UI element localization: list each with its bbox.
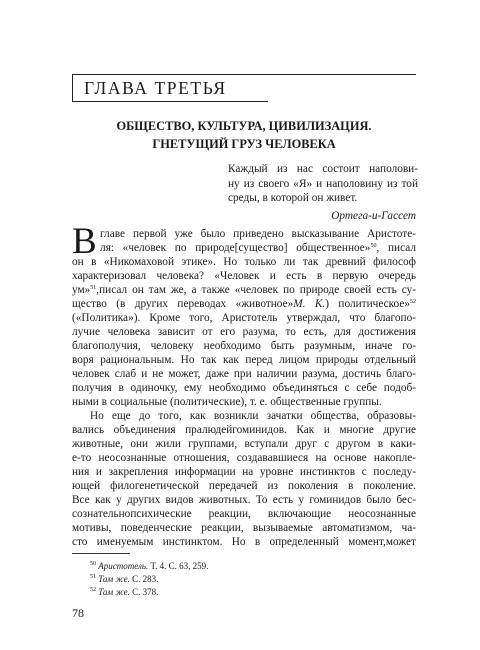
body-line: лучие человека зависит от его разума, то есть, для достижения (72, 326, 416, 338)
body-line: («Политика»). Кроме того, Аристотель утверждал, что благопо- (72, 312, 416, 324)
body-line: получия в одиночку, ему необходимо объединяться с себе подоб- (72, 382, 416, 394)
body-line: ля: «человек по природе[существо] общественное»$^{50}$, писал (100, 242, 416, 254)
section-heading-line1: ОБЩЕСТВО, КУЛЬТУРА, ЦИВИЛИЗАЦИЯ. (116, 119, 372, 133)
body-line: Все как у других видов животных. То есть у гоминидов было бес- (72, 494, 416, 506)
body-line: воря рациональным. Но так как перед лицом природы отдельный (72, 354, 416, 366)
body-line: мотивы, поведенческие реакции, вызываемые автоматизмом, ча- (72, 522, 416, 534)
body-line: Но еще до того, как возникли зачатки общества, образовы- (90, 410, 416, 422)
body-line: сознательнопсихические реакции, включающие неосознанные (72, 508, 416, 520)
footnote: $^{52}$ Там же. С. 378. (90, 587, 159, 597)
epigraph-line: среды, в которой он живет. (228, 192, 358, 204)
chapter-title: ГЛАВА ТРЕТЬЯ (84, 78, 227, 98)
body-line: человек слаб и не может, даже при наличии разума, достичь благо- (72, 368, 416, 380)
page-number: 78 (72, 606, 84, 620)
body-line: ными в социальные (политические), т. е. общественные группы. (72, 396, 382, 408)
body-line: ющей филогенетической передачей из поколения в поколение. (72, 480, 416, 492)
body-line: щество (в других переводах «животное»М. К.) политическое»$^{52}$ (72, 298, 416, 310)
footnote: $^{50}$ Аристотель. Т. 4. С. 63, 259. (90, 561, 209, 571)
body-line: животные, они жили группами, вступали друг с другом в каки- (72, 438, 416, 450)
body-line: сто именуемым инстинктом. Но в определенный момент,может (72, 536, 416, 548)
body-line: ум»$^{51}$,писал он там же, а также «человек по природе своей есть су- (72, 284, 416, 296)
body-line: вались объединения пралюдейгоминидов. Как и многие другие (72, 424, 416, 436)
body-line: он в «Никомаховой этике». Но только ли так древний философ (72, 256, 416, 268)
body-line: е-то неосознанные отношения, создававшиеся на основе накопле- (72, 452, 416, 464)
section-heading-line2: ГНЕТУЩИЙ ГРУЗ ЧЕЛОВЕКА (152, 137, 336, 151)
body-line: характеризовал человека? «Человек и есть в первую очередь (72, 270, 416, 282)
footnote-rule (72, 553, 130, 554)
epigraph-line: Каждый из нас состоит наполови- (228, 163, 418, 175)
body-line: ния и закрепления информации на уровне инстинктов с последу- (72, 466, 416, 478)
body-line: благополучия, человеку необходимо быть разумным, иначе го- (72, 340, 416, 352)
body-line: главе первой уже было приведено высказывание Аристоте- (100, 228, 416, 240)
epigraph (228, 162, 418, 206)
epigraph-line: ну из своего «Я» и наполовину из той (228, 177, 418, 190)
epigraph-author: Ортега-и-Гассет (331, 210, 416, 222)
drop-cap: В (72, 221, 97, 262)
chapter-top-rule (212, 74, 416, 75)
footnote: $^{51}$ Там же. С. 283. (90, 574, 159, 584)
